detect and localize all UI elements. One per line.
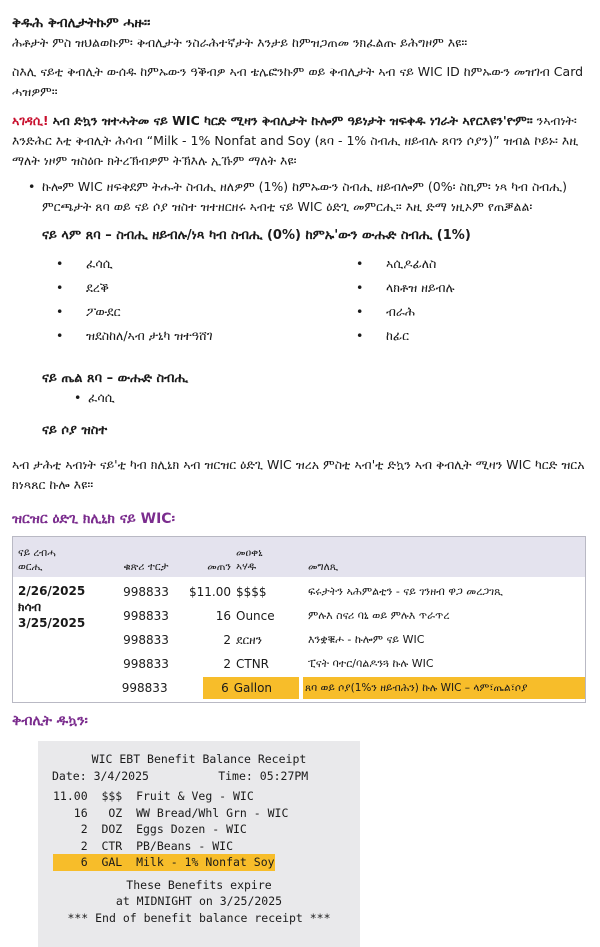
intro-paragraph-1: ሕቶታት ምስ ዝህልወኩም፡ ቅብሊታት ንስራሕተኛታት እንታይ ከምዝጋጠመ ንክፈልጡ ይሕግዞም እዩ። bbox=[12, 35, 468, 50]
list-item: • ፈሳሲ bbox=[74, 389, 586, 407]
table-row-milk-highlighted: 998833 6 Gallon ጸባ ወይ ሶያ(1%ን ዘይብሕን) ኩሉ WIC – ላም፣ጤል፣ሶያ bbox=[13, 676, 585, 700]
important-label: ኣገዳሲ! bbox=[12, 113, 49, 128]
soy-heading: ናይ ሶያ ዝስተ bbox=[42, 423, 108, 438]
goat-milk-heading: ናይ ጤል ጸባ – ውሑድ ስብሒ bbox=[42, 371, 188, 386]
milk-quantity-highlight: 6 bbox=[203, 677, 231, 699]
table-row: 998833 2 CTNR ፒናት ባተር/ባልዶንጓ ኩሉ WIC bbox=[123, 657, 434, 671]
table-header bbox=[13, 537, 585, 577]
list-item: • ብራሕ bbox=[356, 303, 596, 321]
milk-description-highlight: ጸባ ወይ ሶያ(1%ን ዘይብሕን) ኩሉ WIC – ላም፣ጤል፣ሶያ bbox=[303, 677, 585, 699]
list-item: • ፈሳሲ bbox=[56, 255, 356, 273]
table-row: 998833 $11.00 $$$$ ፍሩታትን ኣሕምልቲን - ናይ ገንዘብ ዋጋ መረጋገጺ bbox=[123, 585, 503, 599]
important-example-text: ንኣብነት፡ እንድሕር እቲ ቅብሊት ሕሳብ “Milk - 1% Nonfat and Soy (ጸባ - 1% ስብሒ ዘይብሉ ጸባን ሶያን)” ዝብል ኮይኑ፡ እዚ ማለት ነዞም ዝስዕቡ ክትረኽብዎም ትኽእሉ ኢኹም ማለት እዩ፡ bbox=[12, 113, 579, 168]
receipt-item: 2 CTR PB/Beans - WIC bbox=[53, 838, 234, 853]
list-item: • ዝደስከለ/ኣብ ታኒካ ዝተዓሸገ bbox=[56, 327, 356, 345]
header-category: ቁጽሪ ተርታ bbox=[123, 561, 169, 573]
table-row: 998833 2 ደርዘን እንቋቑሖ - ኩሎም ናይ WIC bbox=[123, 632, 425, 647]
list-item: • ደረቕ bbox=[56, 279, 356, 297]
list-item: • ላክቶዝ ዘይብሉ bbox=[356, 279, 596, 297]
receipt-item-milk-highlighted: 6 GAL Milk - 1% Nonfat Soy bbox=[53, 855, 275, 869]
milk-unit-highlight: Gallon bbox=[232, 677, 299, 699]
receipt-item: 16 OZ WW Bread/Whl Grn - WIC bbox=[53, 805, 289, 820]
clinic-list-heading: ዝርዝር ዕድጊ ክሊኒክ ናይ WIC፡ bbox=[12, 511, 175, 527]
important-notice bbox=[12, 111, 586, 171]
store-receipt-heading: ቅብሊት ዱኳን፡ bbox=[12, 713, 88, 729]
receipt-date-time: Date: 3/4/2025 Time: 05:27PM bbox=[52, 768, 309, 783]
header-quantity: መጠን bbox=[207, 561, 231, 573]
store-receipt bbox=[38, 741, 360, 947]
intro-paragraph-2: ስእሊ ናይቲ ቅብሊት ውሰዱ ከምኡውን ዓቕብዎ ኣብ ቴሌፎንኩም ወይ ቅብሊታት ኣብ ናይ WIC ID ከምኡውን መዝገብ Card ሓዝዎም። bbox=[12, 64, 584, 99]
table-row: 998833 16 Ounce ምሉእ ስናሪ ባኒ ወይ ምሉእ ጥራጥረ bbox=[123, 609, 450, 623]
list-item: • ኣሲዶፊለስ bbox=[356, 255, 596, 273]
receipt-title: WIC EBT Benefit Balance Receipt bbox=[91, 752, 307, 766]
receipt-item: 11.00 $$$ Fruit & Veg - WIC bbox=[53, 789, 254, 803]
clinic-shopping-list-table bbox=[12, 536, 586, 703]
table-body bbox=[13, 577, 585, 702]
cow-milk-types bbox=[56, 255, 586, 345]
cow-milk-heading: ናይ ላም ጸባ – ስብሒ ዘይብሉ/ነጻ ካብ ስብሒ (0%) ከምኡ'ውን ውሑድ ስብሒ (1%) bbox=[42, 228, 471, 243]
list-item: • ከፊር bbox=[356, 327, 596, 345]
list-item: • ፖውደር bbox=[56, 303, 356, 321]
page bbox=[0, 14, 600, 947]
receipt-expiry-line-1: These Benefits expire bbox=[126, 877, 272, 892]
benefit-dates: 2/26/2025 ክሳብ 3/25/2025 bbox=[18, 584, 86, 630]
important-bold-text: ኣብ ድኳን ዝተሓትመ ናይ WIC ካርድ ሚዛን ቅብሊታት ኩሎም ዓይነታት ዝፍቀዱ ነገራት ኣየርእዩን'ዮም። bbox=[52, 113, 533, 128]
page-title: ቅዱሕ ቅብሊታትኩም ሓዙ፡፡ bbox=[12, 15, 151, 31]
allowed-milk-list bbox=[12, 177, 586, 217]
receipt-expiry-line-2: at MIDNIGHT on 3/25/2025 bbox=[115, 894, 283, 908]
receipt-end-line: *** End of benefit balance receipt *** bbox=[67, 910, 331, 925]
list-item: • ኩሎም WIC ዘፍቅደም ትሑት ስብሒ ዘለዎም (1%) ከምኡውን ስብሒ ዘይብሎም (0%፡ ስኪም፡ ነጻ ካብ ስብሒ) ምርጫታት ጸባ ወይ ናይ ሶያ ዝስተ ዝተዘርዘሩ ኣብቲ ናይ WIC ዕድጊ መምርሒ። እዚ ድማ ነዚኦም የጠቓልል፡ bbox=[12, 177, 586, 217]
header-description: መግለጺ bbox=[308, 561, 339, 573]
header-benefit-month: ናይ ረብሓ ወርሒ bbox=[18, 547, 56, 573]
comparison-paragraph: ኣብ ታሕቲ ኣብነት ናይ'ቲ ካብ ክሊኒክ ኣብ ዝርዝር ዕድጊ WIC ዝረአ ምስቲ ኣብ'ቲ ድኳን ኣብ ቅብሊት ሚዛን WIC ካርድ ዝርአ ክነጻጸር ኩሎ እዩ። bbox=[12, 457, 585, 492]
header-unit: መዐቀኒ ኣሃዱ bbox=[236, 547, 263, 573]
receipt-item: 2 DOZ Eggs Dozen - WIC bbox=[53, 822, 247, 836]
